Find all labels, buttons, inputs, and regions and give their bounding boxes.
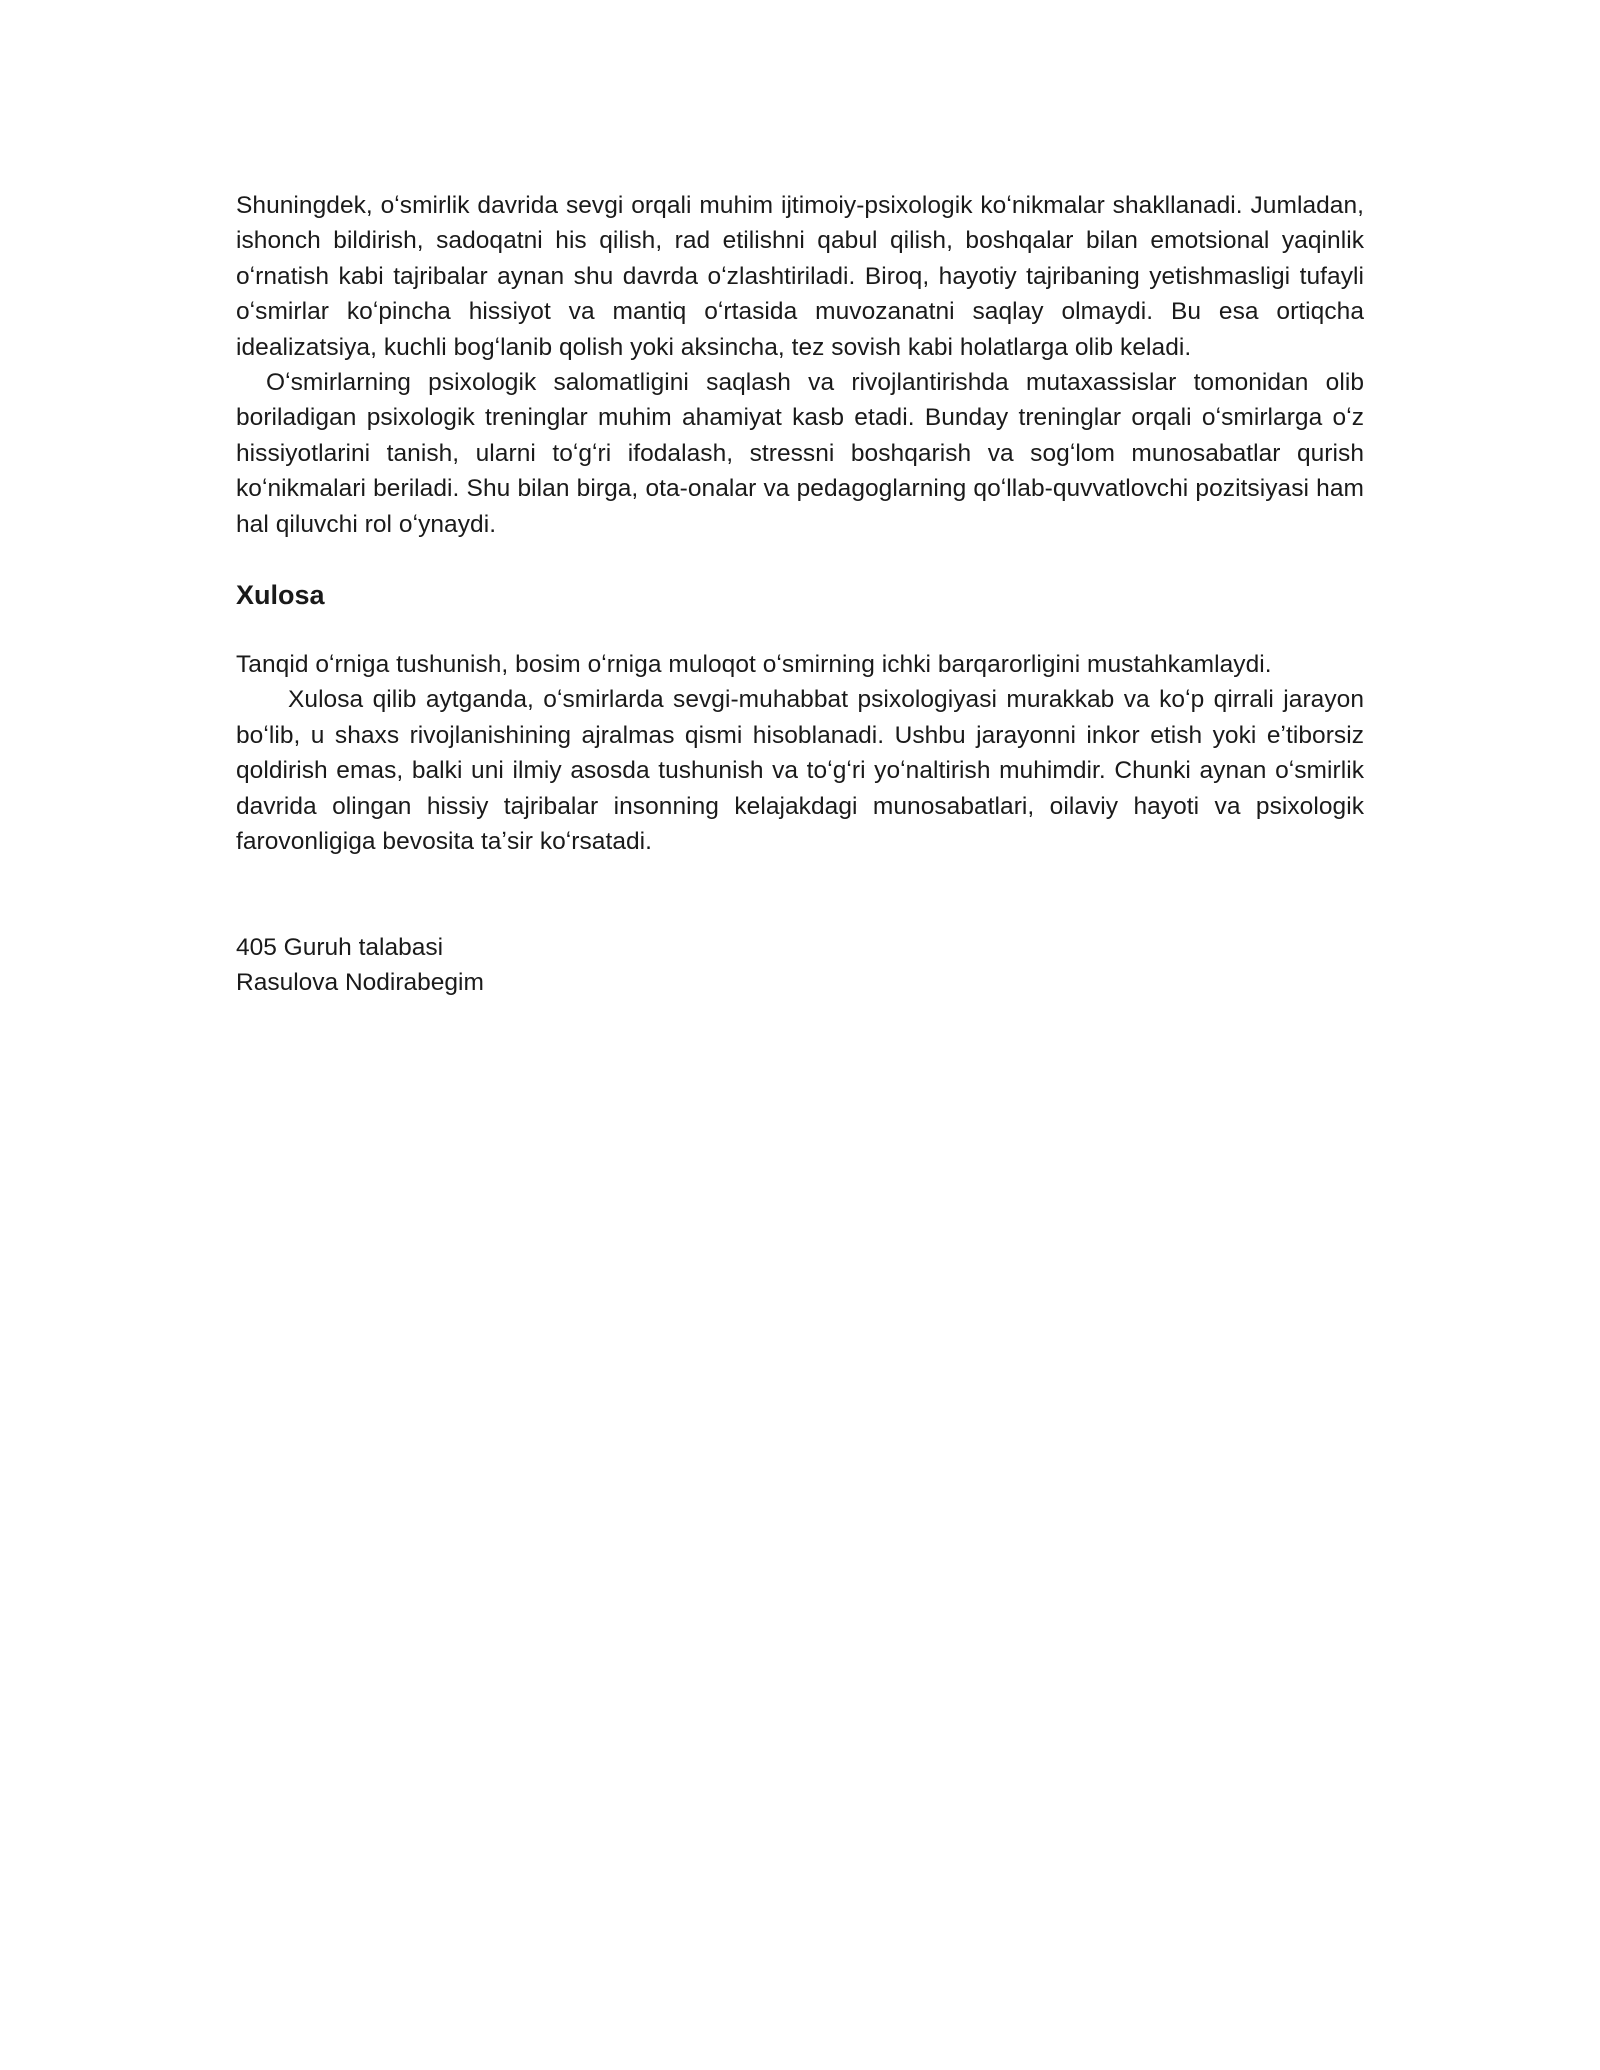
signature-spacer	[236, 860, 1364, 930]
section-spacer	[236, 613, 1364, 647]
signature-group: 405 Guruh talabasi	[236, 933, 444, 961]
section-heading-conclusion: Xulosa	[236, 580, 325, 611]
document-page	[236, 188, 1364, 1000]
signature-name: Rasulova Nodirabegim	[236, 968, 484, 996]
paragraph-psychological-trainings: Oʻsmirlarning psixologik salomatligini saqlash va rivojlantirishda mutaxassislar tomonidan olib boriladigan psixologik treninglar muhim ahamiyat kasb etadi. Bunday treninglar orqali oʻsmirlarga oʻz hissiyotlarini tanish, ularni toʻgʻri ifodalash, stressni boshqarish va sogʻlom munosabatlar qurish koʻnikmalari beriladi. Shu bilan birga, ota-onalar va pedagoglarning qoʻllab-quvvatlovchi pozitsiyasi ham hal qiluvchi rol oʻynaydi.	[236, 369, 1364, 538]
section-spacer	[236, 542, 1364, 577]
paragraph-conclusion: Xulosa qilib aytganda, oʻsmirlarda sevgi-muhabbat psixologiyasi murakkab va koʻp qirrali jarayon boʻlib, u shaxs rivojlanishining ajralmas qismi hisoblanadi. Ushbu jarayonni inkor etish yoki eʼtiborsiz qoldirish emas, balki uni ilmiy asosda tushunish va toʻgʻri yoʻnaltirish muhimdir. Chunki aynan oʻsmirlik davrida olingan hissiy tajribalar insonning kelajakdagi munosabatlari, oilaviy hayoti va psixologik farovonligiga bevosita taʼsir koʻrsatadi.	[236, 686, 1364, 856]
paragraph-social-skills: Shuningdek, oʻsmirlik davrida sevgi orqali muhim ijtimoiy-psixologik koʻnikmalar shakllanadi. Jumladan, ishonch bildirish, sadoqatni his qilish, rad etilishni qabul qilish, boshqalar bilan emotsional yaqinlik oʻrnatish kabi tajribalar aynan shu davrda oʻzlashtiriladi. Biroq, hayotiy tajribaning yetishmasligi tufayli oʻsmirlar koʻpincha hissiyot va mantiq oʻrtasida muvozanatni saqlay olmaydi. Bu esa ortiqcha idealizatsiya, kuchli bogʻlanib qolish yoki aksincha, tez sovish kabi holatlarga olib keladi.	[236, 192, 1364, 361]
signature-block	[236, 930, 1364, 1001]
paragraph-understanding: Tanqid oʻrniga tushunish, bosim oʻrniga muloqot oʻsmirning ichki barqarorligini mustahkamlaydi.	[236, 651, 1272, 679]
